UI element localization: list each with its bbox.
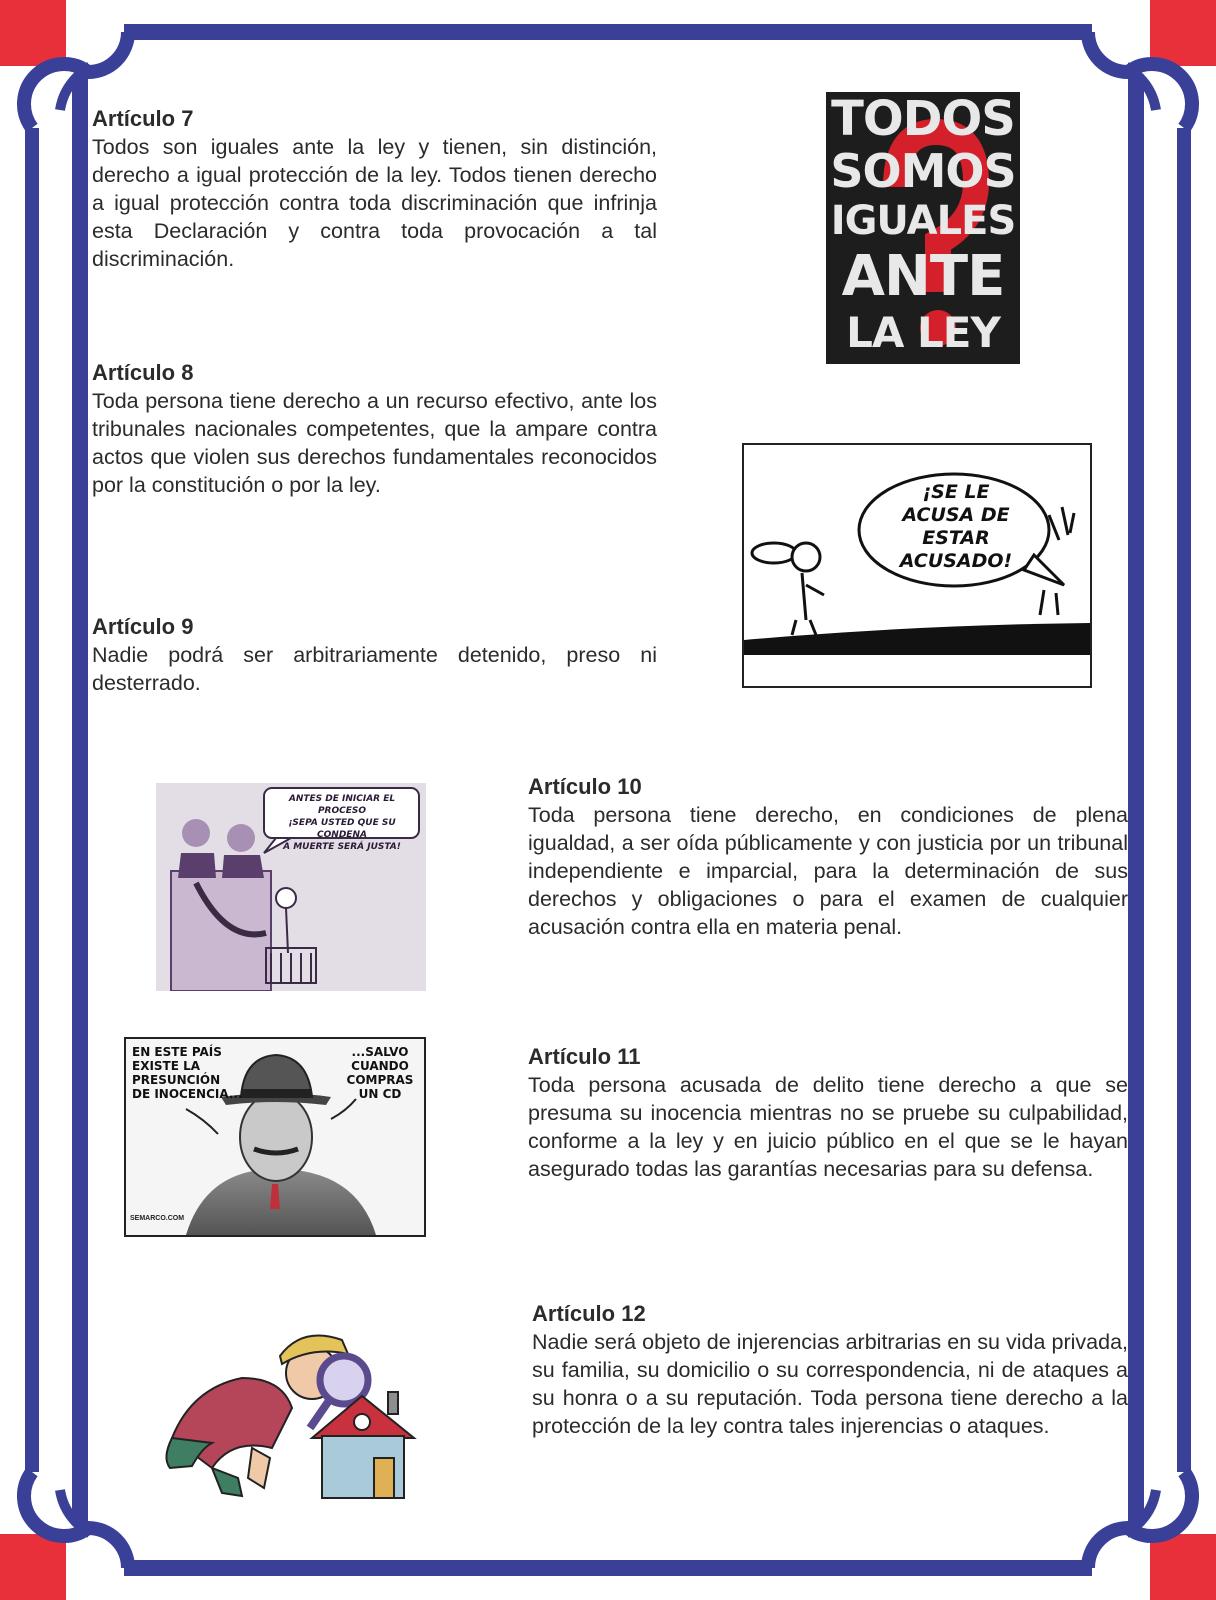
cartoon-court: [156, 783, 426, 991]
innocence-left-2: EXISTE LA: [132, 1059, 201, 1073]
article-10-title: Artículo 10: [528, 774, 642, 799]
poster-line-2: SOMOS: [830, 144, 1016, 198]
article-7-body: Todos son iguales ante la ley y tienen, sin distinción, derecho a igual protección de la ley. Todos tienen derecho a igual protección contra toda discriminación que infrinja esta Declaración y contra toda provocación a tal discriminación.: [92, 135, 657, 271]
innocence-right-2: CUANDO: [351, 1059, 409, 1073]
article-9-title: Artículo 9: [92, 614, 194, 639]
accused-bubble-4: ACUSADO!: [899, 550, 1013, 572]
corner-top-right: [1150, 0, 1216, 66]
poster-line-3: IGUALES: [830, 198, 1016, 244]
corner-bottom-right: [1150, 1534, 1216, 1600]
poster-line-5: LA LEY: [846, 308, 1000, 357]
court-bubble-1: ANTES DE INICIAR EL PROCESO: [288, 794, 396, 816]
corner-bottom-left: [0, 1534, 66, 1600]
article-8: [92, 359, 657, 499]
poster-line-1: TODOS: [831, 92, 1015, 147]
article-11-title: Artículo 11: [528, 1044, 641, 1069]
article-12-title: Artículo 12: [532, 1301, 646, 1326]
poster-line-4: ANTE: [841, 244, 1005, 309]
article-12: [532, 1300, 1128, 1440]
article-11-body: Toda persona acusada de delito tiene derecho a que se presuma su inocencia mientras no se pruebe su culpabilidad, conforme a la ley y en juicio público en el que se le hayan asegurado todas las garantías necesarias para su defensa.: [528, 1073, 1128, 1181]
article-8-title: Artículo 8: [92, 360, 194, 385]
privacy-illustration: [152, 1318, 432, 1510]
article-7: [92, 105, 657, 273]
court-bubble-3: A MUERTE SERÁ JUSTA!: [283, 842, 401, 852]
innocence-left-1: EN ESTE PAÍS: [132, 1045, 222, 1059]
court-bubble-2: ¡SEPA USTED QUE SU CONDENA: [288, 818, 396, 840]
cartoon-accused: [742, 443, 1092, 688]
accused-bubble-3: ESTAR: [922, 527, 990, 549]
article-10: [528, 773, 1128, 941]
article-9: [92, 613, 657, 697]
cartoon-innocence: [124, 1037, 426, 1237]
accused-bubble-1: ¡SE LE: [922, 481, 990, 503]
article-10-body: Toda persona tiene derecho, en condiciones de plena igualdad, a ser oída públicamente y con justicia por un tribunal independiente e imparcial, para la determinación de sus derechos y obligaciones o para el examen de cualquier acusación contra ella en materia penal.: [528, 803, 1128, 939]
innocence-right-4: UN CD: [358, 1087, 402, 1101]
article-12-body: Nadie será objeto de injerencias arbitrarias en su vida privada, su familia, su domicilio o su correspondencia, ni de ataques a su honra o a su reputación. Toda persona tiene derecho a la protección de la ley contra tales injerencias o ataques.: [532, 1330, 1128, 1438]
article-7-title: Artículo 7: [92, 106, 194, 131]
poster-image: [826, 92, 1020, 364]
corner-top-left: [0, 0, 66, 66]
article-9-body: Nadie podrá ser arbitrariamente detenido, preso ni desterrado.: [92, 643, 657, 695]
accused-bubble-2: ACUSA DE: [902, 504, 1010, 526]
innocence-left-3: PRESUNCIÓN: [132, 1073, 221, 1087]
article-8-body: Toda persona tiene derecho a un recurso efectivo, ante los tribunales nacionales competentes, que la ampare contra actos que violen sus derechos fundamentales reconocidos por la constitución o por la ley.: [92, 389, 657, 497]
innocence-credit: SEMARCO.COM: [130, 1215, 185, 1222]
article-11: [528, 1043, 1128, 1183]
innocence-right-1: ...SALVO: [351, 1045, 409, 1059]
innocence-left-4: DE INOCENCIA...: [132, 1087, 243, 1101]
innocence-right-3: COMPRAS: [346, 1073, 414, 1087]
